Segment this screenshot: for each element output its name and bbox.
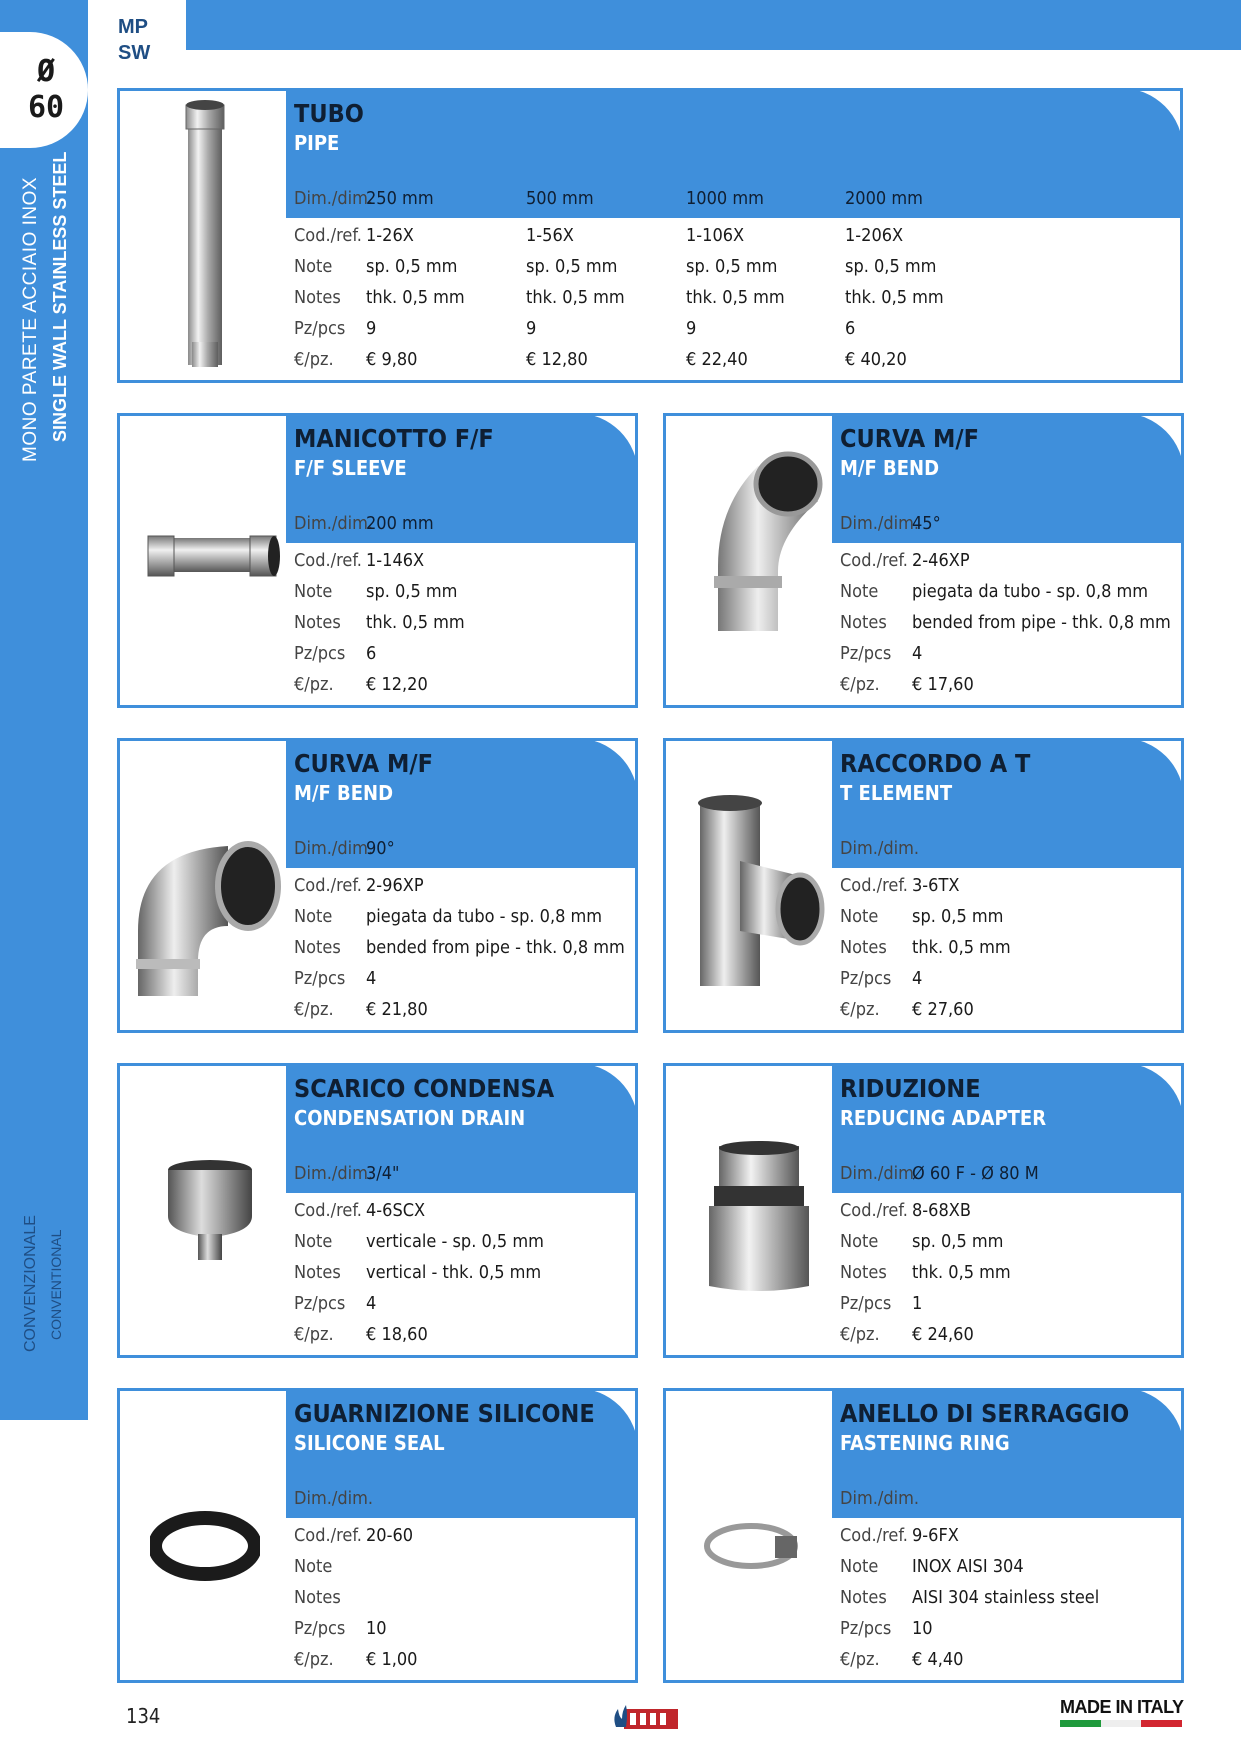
fastening-ring-image bbox=[701, 1516, 801, 1580]
dim-value: 250 mm bbox=[366, 188, 434, 209]
ref-label: Cod./ref. bbox=[294, 550, 362, 571]
pcs-row bbox=[294, 1618, 634, 1649]
price-value: € 4,40 bbox=[912, 1649, 964, 1670]
price-value: € 12,80 bbox=[526, 349, 588, 370]
ref-label: Cod./ref. bbox=[840, 550, 908, 571]
ref-row bbox=[294, 225, 1154, 256]
note-row bbox=[294, 906, 634, 937]
dim-label: Dim./dim. bbox=[840, 1163, 920, 1184]
dim-label: Dim./dim. bbox=[840, 838, 920, 859]
notes-value: vertical - thk. 0,5 mm bbox=[366, 1262, 542, 1283]
dim-value: 90° bbox=[366, 838, 395, 859]
ref-row bbox=[294, 875, 634, 906]
pcs-label: Pz/pcs bbox=[294, 1293, 346, 1314]
pcs-label: Pz/pcs bbox=[840, 1618, 892, 1639]
dim-label: Dim./dim. bbox=[840, 1488, 920, 1509]
note-label: Note bbox=[840, 1231, 879, 1252]
price-value: € 24,60 bbox=[912, 1324, 974, 1345]
product-subtitle: T ELEMENT bbox=[840, 781, 953, 805]
series-code-line1: MP bbox=[118, 16, 148, 38]
ref-value: 20-60 bbox=[366, 1525, 414, 1546]
reducing-adapter-image bbox=[704, 1136, 814, 1300]
dim-row bbox=[294, 1488, 634, 1519]
note-row bbox=[840, 1556, 1180, 1587]
price-value: € 22,40 bbox=[686, 349, 748, 370]
ref-value: 1-26X bbox=[366, 225, 414, 246]
pcs-value: 10 bbox=[912, 1618, 933, 1639]
silicone-seal-image bbox=[150, 1511, 260, 1585]
pcs-label: Pz/pcs bbox=[840, 1293, 892, 1314]
product-card bbox=[117, 1063, 638, 1358]
spec-rows bbox=[840, 550, 1180, 705]
notes-row bbox=[294, 1262, 634, 1293]
dim-row bbox=[294, 838, 634, 869]
price-value: € 1,00 bbox=[366, 1649, 418, 1670]
italian-flag bbox=[1060, 1720, 1182, 1727]
notes-value: thk. 0,5 mm bbox=[366, 612, 465, 633]
bend-45-image bbox=[688, 446, 838, 640]
ref-row bbox=[840, 875, 1180, 906]
notes-row bbox=[840, 1587, 1180, 1618]
product-card bbox=[117, 738, 638, 1033]
pipe-image bbox=[180, 97, 230, 377]
product-title: CURVA M/F bbox=[840, 424, 980, 453]
notes-label: Notes bbox=[294, 1587, 341, 1608]
dim-label: Dim./dim. bbox=[294, 1488, 374, 1509]
pcs-label: Pz/pcs bbox=[294, 968, 346, 989]
price-row bbox=[294, 674, 634, 705]
product-subtitle: REDUCING ADAPTER bbox=[840, 1106, 1047, 1130]
notes-row bbox=[294, 937, 634, 968]
spec-rows bbox=[840, 875, 1180, 1030]
pcs-value: 6 bbox=[845, 318, 856, 339]
note-label: Note bbox=[840, 906, 879, 927]
dim-row bbox=[840, 513, 1180, 544]
product-title: GUARNIZIONE SILICONE bbox=[294, 1399, 595, 1428]
pcs-value: 4 bbox=[912, 968, 923, 989]
note-label: Note bbox=[840, 1556, 879, 1577]
ref-label: Cod./ref. bbox=[294, 875, 362, 896]
dim-label: Dim./dim. bbox=[294, 838, 374, 859]
product-title: SCARICO CONDENSA bbox=[294, 1074, 555, 1103]
price-label: €/pz. bbox=[294, 674, 334, 695]
note-value: INOX AISI 304 bbox=[912, 1556, 1024, 1577]
ref-value: 1-56X bbox=[526, 225, 574, 246]
price-label: €/pz. bbox=[840, 674, 880, 695]
price-row bbox=[294, 1649, 634, 1680]
product-title: RIDUZIONE bbox=[840, 1074, 981, 1103]
product-title: TUBO bbox=[294, 99, 364, 128]
product-title: CURVA M/F bbox=[294, 749, 434, 778]
brand-logo bbox=[610, 1697, 680, 1733]
side-category-it: CONVENZIONALE bbox=[22, 1215, 39, 1352]
diameter-text bbox=[24, 54, 68, 126]
product-card bbox=[117, 413, 638, 708]
notes-row bbox=[294, 612, 634, 643]
price-value: € 12,20 bbox=[366, 674, 428, 695]
spec-rows bbox=[840, 1525, 1180, 1680]
note-label: Note bbox=[294, 906, 333, 927]
dim-row bbox=[294, 1163, 634, 1194]
notes-value: thk. 0,5 mm bbox=[686, 287, 785, 308]
notes-label: Notes bbox=[840, 937, 887, 958]
tee-image bbox=[680, 791, 830, 995]
ref-label: Cod./ref. bbox=[840, 875, 908, 896]
price-label: €/pz. bbox=[294, 1324, 334, 1345]
notes-row bbox=[840, 612, 1180, 643]
dim-value: Ø 60 F - Ø 80 M bbox=[912, 1163, 1039, 1184]
pcs-value: 10 bbox=[366, 1618, 387, 1639]
pcs-row bbox=[840, 643, 1180, 674]
ref-value: 1-106X bbox=[686, 225, 745, 246]
notes-row bbox=[840, 937, 1180, 968]
spec-rows bbox=[294, 1200, 634, 1355]
note-label: Note bbox=[294, 256, 333, 277]
notes-value: AISI 304 stainless steel bbox=[912, 1587, 1100, 1608]
dim-row bbox=[840, 838, 1180, 869]
ref-label: Cod./ref. bbox=[294, 225, 362, 246]
diameter-symbol: Ø bbox=[36, 54, 56, 89]
note-label: Note bbox=[840, 581, 879, 602]
dim-row bbox=[294, 513, 634, 544]
spec-rows bbox=[294, 1525, 634, 1680]
price-label: €/pz. bbox=[294, 349, 334, 370]
price-label: €/pz. bbox=[840, 1649, 880, 1670]
notes-label: Notes bbox=[840, 1587, 887, 1608]
pcs-value: 9 bbox=[366, 318, 377, 339]
notes-label: Notes bbox=[294, 287, 341, 308]
ref-value: 1-206X bbox=[845, 225, 904, 246]
series-code bbox=[118, 14, 150, 66]
side-label-it: MONO PARETE ACCIAIO INOX bbox=[20, 176, 41, 462]
product-title: RACCORDO A T bbox=[840, 749, 1031, 778]
ref-row bbox=[840, 1200, 1180, 1231]
note-row bbox=[840, 906, 1180, 937]
note-value: sp. 0,5 mm bbox=[366, 256, 458, 277]
product-title: MANICOTTO F/F bbox=[294, 424, 494, 453]
price-row bbox=[840, 674, 1180, 705]
dim-row bbox=[840, 1163, 1180, 1194]
note-row bbox=[294, 1231, 634, 1262]
pcs-value: 9 bbox=[686, 318, 697, 339]
ref-row bbox=[294, 1525, 634, 1556]
notes-value: thk. 0,5 mm bbox=[526, 287, 625, 308]
note-label: Note bbox=[294, 581, 333, 602]
note-label: Note bbox=[294, 1556, 333, 1577]
ref-value: 3-6TX bbox=[912, 875, 960, 896]
dim-value: 200 mm bbox=[366, 513, 434, 534]
notes-label: Notes bbox=[294, 937, 341, 958]
product-card bbox=[663, 1388, 1184, 1683]
notes-value: thk. 0,5 mm bbox=[912, 937, 1011, 958]
product-card bbox=[663, 1063, 1184, 1358]
ref-label: Cod./ref. bbox=[294, 1200, 362, 1221]
ref-label: Cod./ref. bbox=[840, 1200, 908, 1221]
price-row bbox=[294, 999, 634, 1030]
notes-label: Notes bbox=[294, 612, 341, 633]
notes-value: thk. 0,5 mm bbox=[912, 1262, 1011, 1283]
product-subtitle: M/F BEND bbox=[840, 456, 940, 480]
note-value: sp. 0,5 mm bbox=[526, 256, 618, 277]
price-label: €/pz. bbox=[294, 1649, 334, 1670]
price-value: € 17,60 bbox=[912, 674, 974, 695]
condensation-drain-image bbox=[160, 1156, 260, 1270]
price-row bbox=[840, 999, 1180, 1030]
note-value: sp. 0,5 mm bbox=[912, 906, 1004, 927]
pcs-label: Pz/pcs bbox=[294, 643, 346, 664]
notes-row bbox=[294, 287, 1154, 318]
ref-value: 8-68XB bbox=[912, 1200, 971, 1221]
ref-value: 9-6FX bbox=[912, 1525, 959, 1546]
spec-rows bbox=[840, 1200, 1180, 1355]
dim-value: 500 mm bbox=[526, 188, 594, 209]
price-row bbox=[294, 1324, 634, 1355]
side-label-en: SINGLE WALL STAINLESS STEEL bbox=[50, 151, 70, 442]
ref-row bbox=[840, 1525, 1180, 1556]
series-code-line2: SW bbox=[118, 42, 151, 64]
ref-value: 2-46XP bbox=[912, 550, 970, 571]
pcs-value: 9 bbox=[526, 318, 537, 339]
note-value: sp. 0,5 mm bbox=[845, 256, 937, 277]
notes-label: Notes bbox=[840, 1262, 887, 1283]
pcs-value: 4 bbox=[366, 968, 377, 989]
note-row bbox=[840, 581, 1180, 612]
note-row bbox=[294, 256, 1154, 287]
dim-value: 45° bbox=[912, 513, 941, 534]
dim-value: 2000 mm bbox=[845, 188, 923, 209]
price-value: € 27,60 bbox=[912, 999, 974, 1020]
note-value: sp. 0,5 mm bbox=[912, 1231, 1004, 1252]
product-card bbox=[663, 413, 1184, 708]
product-subtitle: F/F SLEEVE bbox=[294, 456, 407, 480]
note-row bbox=[840, 1231, 1180, 1262]
ref-row bbox=[294, 550, 634, 581]
dim-value: 3/4" bbox=[366, 1163, 400, 1184]
note-value: sp. 0,5 mm bbox=[366, 581, 458, 602]
product-subtitle: PIPE bbox=[294, 131, 340, 155]
notes-label: Notes bbox=[840, 612, 887, 633]
product-card bbox=[117, 1388, 638, 1683]
sidebar bbox=[0, 0, 88, 1420]
ref-value: 1-146X bbox=[366, 550, 425, 571]
price-label: €/pz. bbox=[840, 999, 880, 1020]
pcs-label: Pz/pcs bbox=[294, 1618, 346, 1639]
bend-90-image bbox=[128, 831, 288, 1005]
price-row bbox=[840, 1324, 1180, 1355]
pcs-label: Pz/pcs bbox=[840, 968, 892, 989]
product-subtitle: FASTENING RING bbox=[840, 1431, 1010, 1455]
pcs-label: Pz/pcs bbox=[294, 318, 346, 339]
product-title: ANELLO DI SERRAGGIO bbox=[840, 1399, 1130, 1428]
price-row bbox=[840, 1649, 1180, 1680]
made-in-italy: MADE IN ITALY bbox=[1060, 1697, 1184, 1717]
ref-row bbox=[294, 1200, 634, 1231]
notes-row bbox=[294, 1587, 634, 1618]
notes-value: bended from pipe - thk. 0,8 mm bbox=[366, 937, 625, 958]
side-category-en: CONVENTIONAL bbox=[48, 1229, 64, 1340]
pcs-row bbox=[294, 1293, 634, 1324]
dim-row bbox=[294, 188, 1154, 219]
pcs-value: 1 bbox=[912, 1293, 923, 1314]
notes-value: thk. 0,5 mm bbox=[845, 287, 944, 308]
pcs-label: Pz/pcs bbox=[840, 643, 892, 664]
price-value: € 21,80 bbox=[366, 999, 428, 1020]
product-subtitle: SILICONE SEAL bbox=[294, 1431, 445, 1455]
spec-rows bbox=[294, 550, 634, 705]
note-value: verticale - sp. 0,5 mm bbox=[366, 1231, 544, 1252]
notes-value: bended from pipe - thk. 0,8 mm bbox=[912, 612, 1171, 633]
pcs-row bbox=[840, 1293, 1180, 1324]
pcs-row bbox=[294, 318, 1154, 349]
pcs-value: 4 bbox=[366, 1293, 377, 1314]
pcs-row bbox=[294, 968, 634, 999]
ref-label: Cod./ref. bbox=[294, 1525, 362, 1546]
dim-label: Dim./dim. bbox=[294, 513, 374, 534]
note-row bbox=[294, 1556, 634, 1587]
price-value: € 18,60 bbox=[366, 1324, 428, 1345]
notes-row bbox=[840, 1262, 1180, 1293]
notes-label: Notes bbox=[294, 1262, 341, 1283]
page-number: 134 bbox=[126, 1704, 161, 1728]
ref-row bbox=[840, 550, 1180, 581]
dim-label: Dim./dim. bbox=[294, 188, 374, 209]
price-value: € 9,80 bbox=[366, 349, 418, 370]
product-subtitle: M/F BEND bbox=[294, 781, 394, 805]
pcs-value: 4 bbox=[912, 643, 923, 664]
note-value: piegata da tubo - sp. 0,8 mm bbox=[912, 581, 1149, 602]
dim-row bbox=[840, 1488, 1180, 1519]
note-value: sp. 0,5 mm bbox=[686, 256, 778, 277]
product-card-pipe bbox=[117, 88, 1183, 383]
sleeve-image bbox=[142, 526, 282, 590]
pcs-row bbox=[294, 643, 634, 674]
note-value: piegata da tubo - sp. 0,8 mm bbox=[366, 906, 603, 927]
spec-rows bbox=[294, 225, 1154, 380]
price-value: € 40,20 bbox=[845, 349, 907, 370]
dim-label: Dim./dim. bbox=[294, 1163, 374, 1184]
top-bar bbox=[106, 0, 1241, 50]
note-label: Note bbox=[294, 1231, 333, 1252]
note-row bbox=[294, 581, 634, 612]
diameter-value: 60 bbox=[27, 90, 65, 125]
dim-label: Dim./dim. bbox=[840, 513, 920, 534]
pcs-value: 6 bbox=[366, 643, 377, 664]
ref-value: 2-96XP bbox=[366, 875, 424, 896]
price-row bbox=[294, 349, 1154, 380]
ref-value: 4-6SCX bbox=[366, 1200, 426, 1221]
pcs-row bbox=[840, 968, 1180, 999]
notes-value: thk. 0,5 mm bbox=[366, 287, 465, 308]
product-card bbox=[663, 738, 1184, 1033]
dim-value: 1000 mm bbox=[686, 188, 764, 209]
spec-rows bbox=[294, 875, 634, 1030]
ref-label: Cod./ref. bbox=[840, 1525, 908, 1546]
product-subtitle: CONDENSATION DRAIN bbox=[294, 1106, 526, 1130]
pcs-row bbox=[840, 1618, 1180, 1649]
price-label: €/pz. bbox=[840, 1324, 880, 1345]
price-label: €/pz. bbox=[294, 999, 334, 1020]
